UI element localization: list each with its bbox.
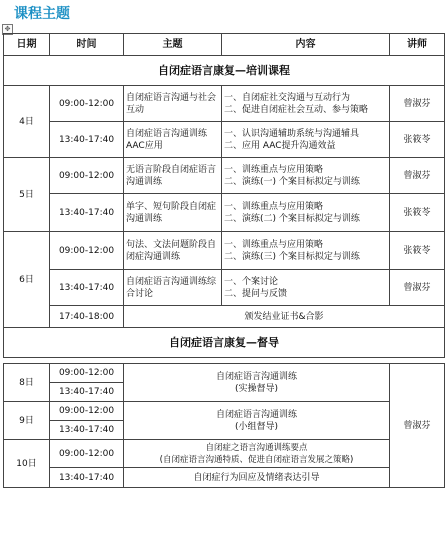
time-cell: 13:40-17:40 [50,122,124,158]
teacher-cell: 曾淑芬 [390,364,445,488]
teacher-cell: 曾淑芬 [390,270,445,306]
date-cell: 8日 [4,364,50,402]
date-cell: 9日 [4,402,50,440]
content-line: (自闭症语言沟通特质、促进自闭症语言发展之策略) [159,454,354,465]
content-cell [222,232,390,270]
table-row [4,440,445,468]
teacher-cell: 曾淑芬 [390,86,445,122]
time-cell: 09:00-12:00 [50,364,124,383]
section-title-training: 自闭症语言康复—培训课程 [4,56,445,86]
content-line: 一、个案讨论 [224,276,279,287]
time-cell: 09:00-12:00 [50,86,124,122]
table-row [4,468,445,488]
time-cell: 09:00-12:00 [50,232,124,270]
content-line: 二、演练(二) 个案目标拟定与训练 [224,213,360,224]
table-row [4,158,445,194]
topic-cell: 自闭症语言沟通训练 AAC应用 [124,122,222,158]
content-cell [222,158,390,194]
course-table [3,33,445,488]
time-cell: 13:40-17:40 [50,383,124,402]
date-cell: 5日 [4,158,50,232]
header-topic: 主题 [124,34,222,56]
topic-cell: 句法、文法问题阶段自闭症沟通训练 [124,232,222,270]
section-title-supervision: 自闭症语言康复—督导 [4,328,445,358]
content-line: (实操督导) [234,383,279,394]
table-row [4,232,445,270]
time-cell: 13:40-17:40 [50,194,124,232]
page-title: 课程主题 [14,6,70,22]
content-line: 二、演练(三) 个案目标拟定与训练 [224,251,360,262]
table-row [4,86,445,122]
teacher-cell: 张筱苓 [390,232,445,270]
topic-cell: 单字、短句阶段自闭症沟通训练 [124,194,222,232]
content-line: 自闭症之语言沟通训练要点 [205,442,308,453]
time-cell: 09:00-12:00 [50,158,124,194]
teacher-cell: 曾淑芬 [390,158,445,194]
date-cell: 6日 [4,232,50,328]
time-cell: 13:40-17:40 [50,270,124,306]
time-cell: 13:40-17:40 [50,468,124,488]
supervision-content-cell [124,440,390,468]
header-time: 时间 [50,34,124,56]
date-cell: 4日 [4,86,50,158]
content-cell [222,122,390,158]
content-line: 二、促进自闭症社会互动、参与策略 [224,104,369,115]
header-row [4,34,445,56]
content-line: 一、训练重点与应用策略 [224,239,324,250]
table-row [4,270,445,306]
header-content: 内容 [222,34,390,56]
content-cell [222,194,390,232]
content-line: (小组督导) [234,421,279,432]
time-cell: 09:00-12:00 [50,402,124,421]
content-line: 自闭症语言沟通训练 [215,371,297,382]
ceremony-cell: 颁发结业证书&合影 [124,306,445,328]
header-date: 日期 [4,34,50,56]
supervision-content-cell [124,402,390,440]
time-cell: 13:40-17:40 [50,421,124,440]
table-move-handle-icon[interactable]: ✥ [2,24,13,35]
content-line: 二、提问与反馈 [224,288,288,299]
teacher-cell: 张筱苓 [390,122,445,158]
supervision-content-cell: 自闭症行为回应及情绪表达引导 [124,468,390,488]
time-cell: 09:00-12:00 [50,440,124,468]
content-line: 一、训练重点与应用策略 [224,164,324,175]
content-line: 二、演练(一) 个案目标拟定与训练 [224,176,360,187]
content-line: 自闭症语言沟通训练 [215,409,297,420]
date-cell: 10日 [4,440,50,488]
table-row [4,306,445,328]
table-row [4,364,445,383]
topic-cell: 自闭症语言沟通训练综合讨论 [124,270,222,306]
teacher-cell: 张筱苓 [390,194,445,232]
content-line: 一、自闭症社交沟通与互动行为 [224,92,351,103]
table-row [4,402,445,421]
topic-cell: 无语言阶段自闭症语言沟通训练 [124,158,222,194]
header-teacher: 讲师 [390,34,445,56]
content-line: 二、应用 AAC提升沟通效益 [224,140,336,151]
supervision-content-cell [124,364,390,402]
topic-cell: 自闭症语言沟通与社会互动 [124,86,222,122]
content-line: 一、认识沟通辅助系统与沟通辅具 [224,128,360,139]
content-line: 一、训练重点与应用策略 [224,201,324,212]
table-row [4,122,445,158]
table-row [4,194,445,232]
content-cell [222,86,390,122]
time-cell: 17:40-18:00 [50,306,124,328]
content-cell [222,270,390,306]
